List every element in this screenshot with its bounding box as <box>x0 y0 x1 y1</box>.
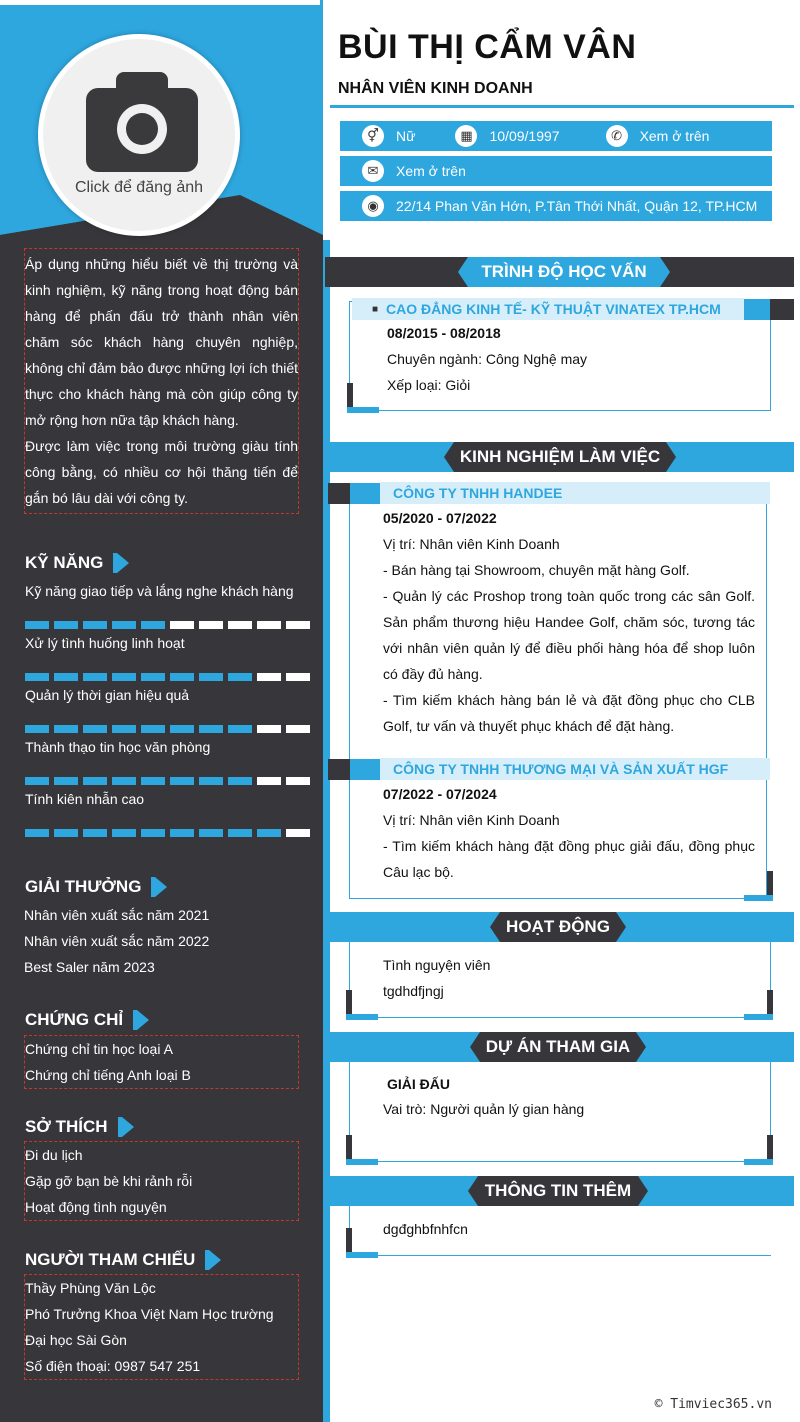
birthday-field: ▦ 10/09/1997 <box>415 125 559 147</box>
skill-level-segment <box>83 621 107 629</box>
skill-name: Tính kiên nhẫn cao <box>25 791 145 807</box>
skill-level-segment <box>25 621 49 629</box>
skill-level-segment <box>54 777 78 785</box>
contact-row <box>340 121 772 151</box>
avatar-upload[interactable] <box>38 34 240 236</box>
skill-level-segment <box>83 673 107 681</box>
skill-level-segment <box>257 777 281 785</box>
skill-level-bar <box>25 621 310 629</box>
email-row: ✉ Xem ở trên <box>340 156 772 186</box>
arrow-icon <box>137 1010 149 1030</box>
more-info-heading: THÔNG TIN THÊM <box>330 1176 794 1206</box>
location-pin-icon: ◉ <box>362 195 384 217</box>
arrow-icon <box>117 553 129 573</box>
arrow-icon <box>122 1117 134 1137</box>
list-item: Nhân viên xuất sắc năm 2022 <box>24 933 210 949</box>
skill-level-segment <box>170 621 194 629</box>
skill-level-segment <box>257 621 281 629</box>
skill-level-segment <box>141 777 165 785</box>
more-info-text: dgđghbfnhfcn <box>383 1221 468 1237</box>
skill-name: Quản lý thời gian hiệu quả <box>25 687 190 703</box>
skill-level-segment <box>257 829 281 837</box>
skill-level-segment <box>286 777 310 785</box>
skill-name: Kỹ năng giao tiếp và lắng nghe khách hàng <box>25 583 294 599</box>
skill-level-segment <box>112 725 136 733</box>
awards-list <box>24 902 299 980</box>
career-objective <box>24 248 299 514</box>
skill-level-segment <box>141 725 165 733</box>
skill-level-segment <box>83 829 107 837</box>
list-item: Thầy Phùng Văn Lộc <box>25 1280 156 1296</box>
skill-level-segment <box>199 777 223 785</box>
phone-icon: ✆ <box>606 125 628 147</box>
skill-level-bar <box>25 725 310 733</box>
skill-level-bar <box>25 673 310 681</box>
objective-paragraph: Áp dụng những hiểu biết về thị trường và kinh nghiệm, kỹ năng trong hoạt động bán hàng để phấn đấu trở thành nhân viên chăm sóc khách hàng chuyên nghiệp, không chỉ đảm bảo được những lợi ích thiết thực cho khách hàng mà còn giúp công ty mở rộng hơn nữa tập khách hàng. <box>25 256 298 428</box>
skill-level-segment <box>141 829 165 837</box>
gender-icon: ⚥ <box>362 125 384 147</box>
skill-level-segment <box>54 621 78 629</box>
skill-item <box>25 739 310 785</box>
references-list <box>24 1274 299 1380</box>
avatar-placeholder <box>43 39 235 231</box>
objective-paragraph: Được làm việc trong môi trường giàu tính công bằng, có nhiều cơ hội thăng tiến để gắn bó lâu dài với công ty. <box>25 438 298 506</box>
skill-level-segment <box>112 673 136 681</box>
company-name: CÔNG TY TNHH THƯƠNG MẠI VÀ SẢN XUẤT HGF <box>380 758 770 780</box>
mail-icon: ✉ <box>362 160 384 182</box>
hobbies-list <box>24 1141 299 1221</box>
list-item: Tình nguyện viên <box>383 957 491 973</box>
skill-level-segment <box>54 673 78 681</box>
skill-level-segment <box>228 777 252 785</box>
skill-level-segment <box>141 621 165 629</box>
list-item: tgdhdfjngj <box>383 983 444 999</box>
certificates-heading: CHỨNG CHỈ <box>25 1010 149 1030</box>
job-details: 07/2022 - 07/2024 Vị trí: Nhân viên Kinh Doanh - Tìm kiếm khách hàng đặt đồng phục giải đấu, đồng phục Câu lạc bộ. <box>383 786 755 880</box>
skill-level-segment <box>286 673 310 681</box>
skill-level-segment <box>199 673 223 681</box>
calendar-icon: ▦ <box>455 125 477 147</box>
list-item: Phó Trưởng Khoa Việt Nam Học trường Đại học Sài Gòn <box>25 1306 274 1348</box>
job-title: NHÂN VIÊN KINH DOANH <box>338 80 533 97</box>
arrow-icon <box>155 877 167 897</box>
skill-level-segment <box>199 621 223 629</box>
activities-list <box>383 952 755 1004</box>
skill-level-segment <box>83 777 107 785</box>
arrow-icon <box>209 1250 221 1270</box>
projects-heading: DỰ ÁN THAM GIA <box>330 1032 794 1062</box>
footer-watermark: © Timviec365.vn <box>654 1397 772 1412</box>
list-item: Số điện thoại: 0987 547 251 <box>25 1358 201 1374</box>
project-role: Vai trò: Người quản lý gian hàng <box>383 1101 585 1117</box>
hobbies-heading: SỞ THÍCH <box>25 1117 134 1137</box>
candidate-name: BÙI THỊ CẨM VÂN <box>338 28 637 66</box>
company-name: CÔNG TY TNHH HANDEE <box>380 482 770 504</box>
skill-level-segment <box>112 621 136 629</box>
address-row: ◉ 22/14 Phan Văn Hớn, P.Tân Thới Nhất, Quận 12, TP.HCM <box>340 191 772 221</box>
phone-field: ✆ Xem ở trên <box>560 125 710 147</box>
list-item: Đi du lịch <box>25 1147 83 1163</box>
skill-level-segment <box>141 673 165 681</box>
list-item: Chứng chỉ tin học loại A <box>25 1041 173 1057</box>
experience-heading: KINH NGHIỆM LÀM VIỆC <box>330 442 794 472</box>
skill-level-segment <box>170 673 194 681</box>
skill-level-segment <box>286 829 310 837</box>
education-heading: TRÌNH ĐỘ HỌC VẤN <box>330 257 794 287</box>
awards-heading: GIẢI THƯỞNG <box>25 877 167 897</box>
upload-photo-label[interactable]: Click để đăng ảnh <box>74 179 204 196</box>
list-item: Gặp gỡ bạn bè khi rảnh rỗi <box>25 1173 193 1189</box>
divider <box>330 105 794 108</box>
list-item: Nhân viên xuất sắc năm 2021 <box>24 907 210 923</box>
skill-level-bar <box>25 829 310 837</box>
references-heading: NGƯỜI THAM CHIẾU <box>25 1250 221 1270</box>
skill-item <box>25 791 310 837</box>
skill-level-segment <box>25 725 49 733</box>
skill-level-segment <box>257 673 281 681</box>
skill-level-segment <box>112 829 136 837</box>
certificates-list <box>24 1035 299 1089</box>
skill-level-segment <box>199 725 223 733</box>
list-item: Hoạt động tình nguyện <box>25 1199 167 1215</box>
gender-field: ⚥ Nữ <box>340 125 415 147</box>
skill-level-segment <box>257 725 281 733</box>
skill-level-segment <box>54 829 78 837</box>
skill-level-segment <box>199 829 223 837</box>
activities-heading: HOẠT ĐỘNG <box>330 912 794 942</box>
list-item: Chứng chỉ tiếng Anh loại B <box>25 1067 191 1083</box>
skill-level-segment <box>228 829 252 837</box>
skill-level-segment <box>170 829 194 837</box>
skill-name: Thành thạo tin học văn phòng <box>25 739 211 755</box>
skill-level-segment <box>170 777 194 785</box>
skill-name: Xử lý tình huống linh hoạt <box>25 635 185 651</box>
left-column-accent-stripe <box>323 235 330 1422</box>
skill-level-bar <box>25 777 310 785</box>
left-column <box>0 0 330 1422</box>
list-item: Best Saler năm 2023 <box>24 959 155 975</box>
skill-item <box>25 687 310 733</box>
skills-heading: KỸ NĂNG <box>25 553 129 573</box>
skill-level-segment <box>25 777 49 785</box>
skill-level-segment <box>228 725 252 733</box>
skill-level-segment <box>228 621 252 629</box>
skill-level-segment <box>54 725 78 733</box>
skill-level-segment <box>170 725 194 733</box>
skill-level-segment <box>228 673 252 681</box>
school-name: ■ CAO ĐẲNG KINH TẾ- KỸ THUẬT VINATEX TP.HCM <box>352 298 744 320</box>
skill-level-segment <box>286 725 310 733</box>
skill-item <box>25 583 310 629</box>
job-details: 05/2020 - 07/2022 Vị trí: Nhân viên Kinh Doanh - Bán hàng tại Showroom, chuyên mặt hàng Golf. - Quản lý các Proshop trong toàn quốc trong các sân Golf. Sản phẩm thương hiệu Handee Golf, chăm sóc, tương tác với nhân viên quản lý để điều phối hàng hóa để shop luôn có đầy đủ hàng. - Tìm kiếm khách hàng bán lẻ và đặt đồng phục cho CLB Golf, tư vấn và thuyết phục khách để đặt hàng. <box>383 510 755 734</box>
skill-item <box>25 635 310 681</box>
skill-level-segment <box>25 829 49 837</box>
camera-icon <box>86 72 198 172</box>
skill-level-segment <box>112 777 136 785</box>
skill-level-segment <box>25 673 49 681</box>
project-details: GIẢI ĐẤU <box>387 1076 450 1092</box>
skill-level-segment <box>83 725 107 733</box>
skill-level-segment <box>286 621 310 629</box>
education-details: 08/2015 - 08/2018 Chuyên ngành: Công Nghệ may Xếp loại: Giỏi <box>387 325 588 393</box>
